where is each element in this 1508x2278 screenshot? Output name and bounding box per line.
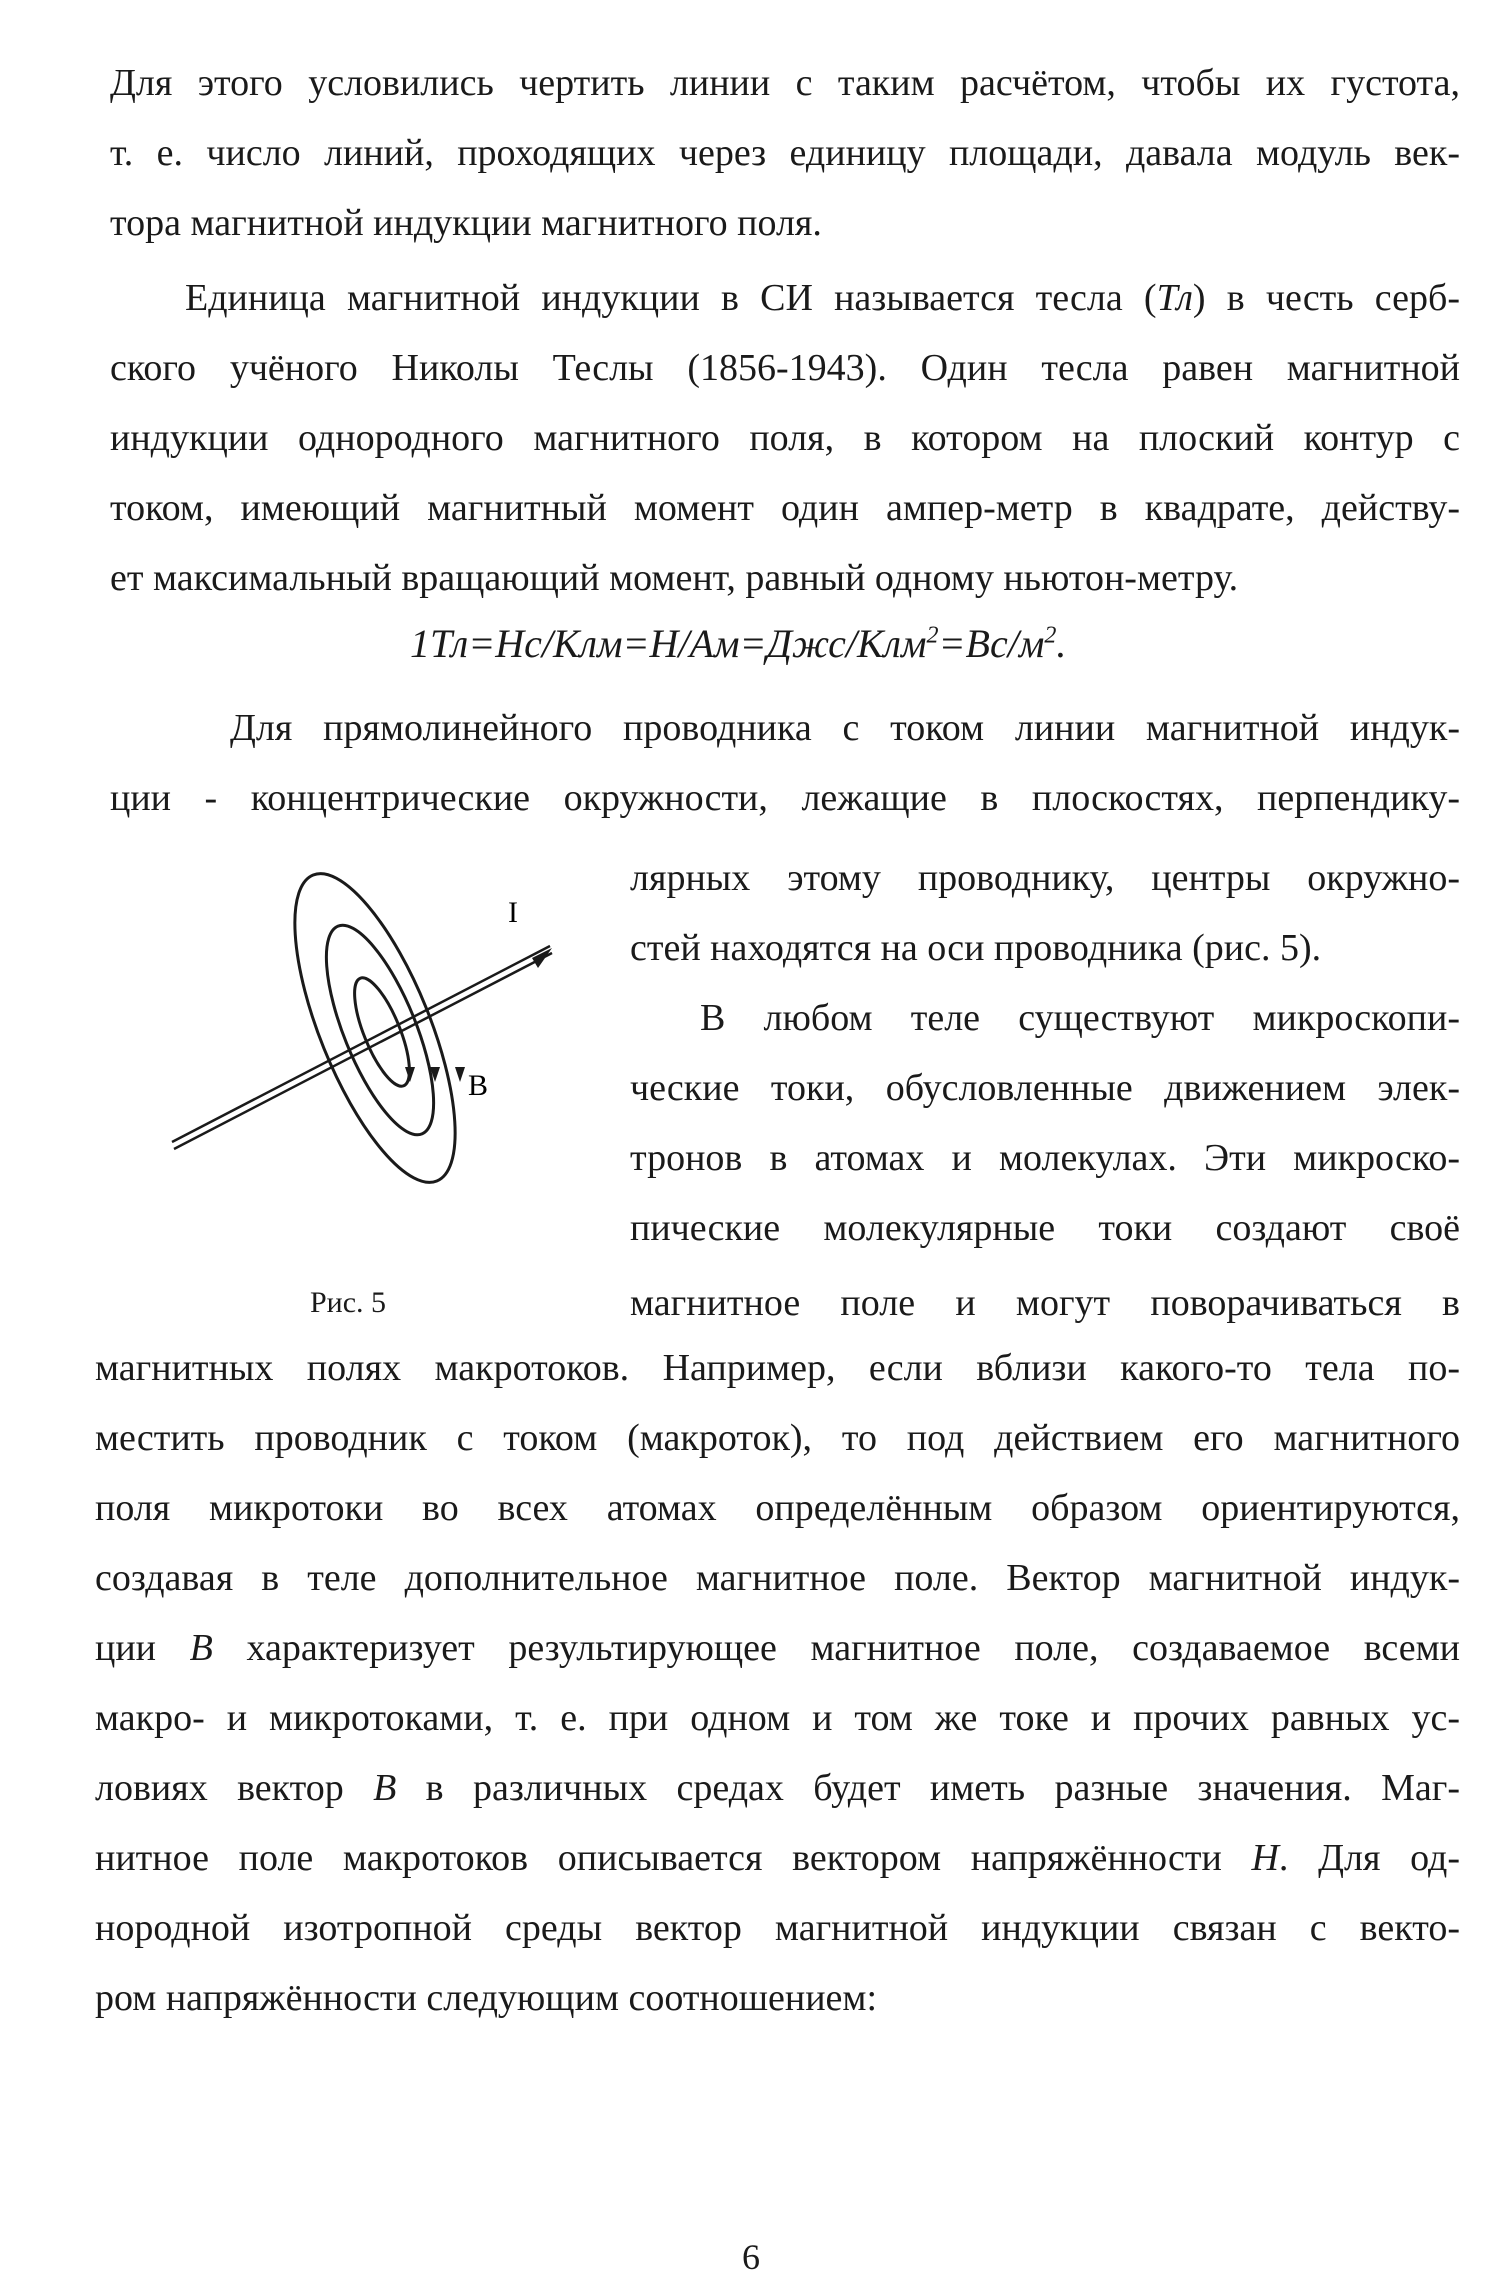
text-line: нородной изотропной среды вектор магнитной индукции связан с векто-	[95, 1907, 1460, 1949]
text-line: Для прямолинейного проводника с током линии магнитной индук-	[230, 707, 1460, 749]
text-line: т. е. число линий, проходящих через единицу площади, давала модуль век-	[110, 132, 1460, 174]
text-line: ловиях вектор B в различных средах будет иметь разные значения. Маг-	[95, 1767, 1461, 1809]
text-line: индукции однородного магнитного поля, в котором на плоский контур с	[110, 417, 1460, 459]
text-line: тора магнитной индукции магнитного поля.	[110, 202, 822, 244]
text-line: В любом теле существуют микроскопи-	[700, 997, 1460, 1039]
text-line: нитное поле макротоков описывается вектором напряжённости H. Для од-	[95, 1837, 1460, 1879]
text-line: ции B характеризует результирующее магнитное поле, создаваемое всеми	[95, 1627, 1460, 1669]
page-number: 6	[742, 2237, 760, 2277]
text-line: Единица магнитной индукции в СИ называется тесла (Тл) в честь серб-	[185, 277, 1460, 319]
text-line: ческие токи, обусловленные движением элек-	[630, 1067, 1460, 1109]
text-line: магнитное поле и могут поворачиваться в	[630, 1282, 1460, 1324]
current-label: I	[508, 896, 518, 929]
field-line-outer	[262, 860, 488, 1190]
conductor-line-b	[174, 953, 552, 1149]
text-line: создавая в теле дополнительное магнитное поле. Вектор магнитной индук-	[95, 1557, 1460, 1599]
text-line: поля микротоки во всех атомах определённым образом ориентируются,	[95, 1487, 1460, 1529]
figure-magnetic-field-lines	[160, 860, 600, 1190]
text-line: ции - концентрические окружности, лежащие в плоскостях, перпендику-	[110, 777, 1460, 819]
text-line: стей находятся на оси проводника (рис. 5).	[630, 927, 1322, 969]
text-line: тронов в атомах и молекулах. Эти микроско-	[630, 1137, 1460, 1179]
text-line: местить проводник с током (макроток), то под действием его магнитного	[95, 1417, 1460, 1459]
field-arrow-icon	[455, 1067, 465, 1082]
field-arrow-icon	[405, 1067, 415, 1082]
text-line: ского учёного Николы Теслы (1856-1943). Один тесла равен магнитной	[110, 347, 1460, 389]
text-line: ром напряжённости следующим соотношением:	[95, 1977, 878, 2019]
text-line: лярных этому проводнику, центры окружно-	[630, 857, 1460, 899]
text-line: магнитных полях макротоков. Например, если вблизи какого-то тела по-	[95, 1347, 1460, 1389]
field-line-middle	[305, 913, 456, 1148]
text-line: пические молекулярные токи создают своё	[630, 1207, 1460, 1249]
conductor-line-a	[172, 946, 550, 1142]
formula: $1Тл=Нс/Клм=Н/Ам=Джс/Клм^2=Вс/м^2$.	[410, 621, 1067, 666]
text-line: Для этого условились чертить линии с таким расчётом, чтобы их густота,	[110, 62, 1460, 104]
field-direction-arrows	[405, 1067, 465, 1082]
field-line-ellipses	[262, 860, 488, 1190]
text-line: ет максимальный вращающий момент, равный одному ньютон-метру.	[110, 557, 1239, 599]
text-line: током, имеющий магнитный момент один ампер-метр в квадрате, действу-	[110, 487, 1460, 529]
figure-caption: Рис. 5	[310, 1286, 387, 1319]
text-line: макро- и микротоками, т. е. при одном и том же токе и прочих равных ус-	[95, 1697, 1460, 1739]
field-label: B	[468, 1069, 489, 1102]
